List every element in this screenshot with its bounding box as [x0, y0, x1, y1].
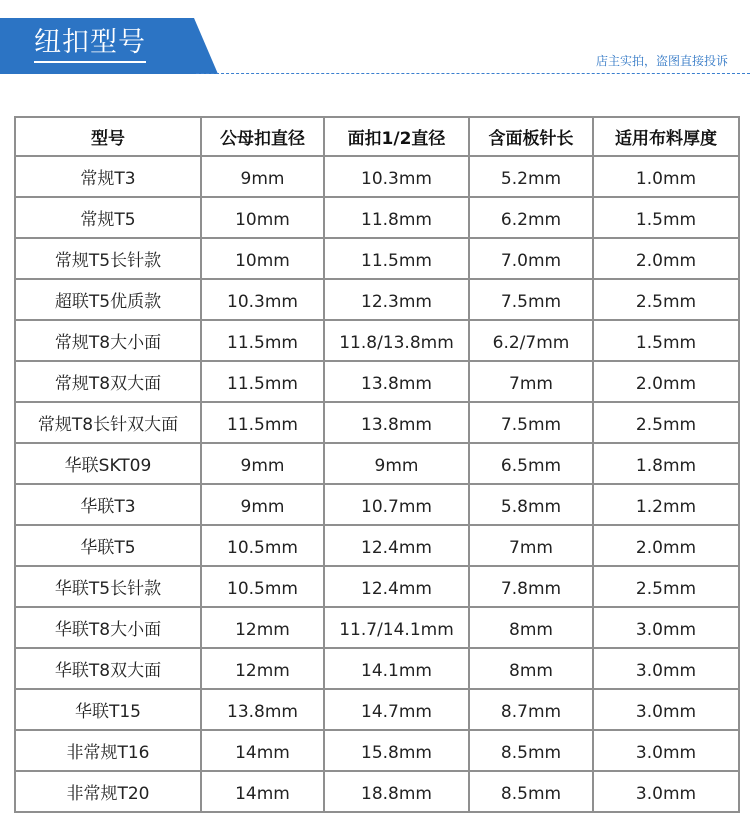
model-cell: 常规T8大小面 [15, 320, 201, 361]
pin-length-cell: 7mm [469, 361, 593, 402]
snap-diameter-cell: 10mm [201, 238, 324, 279]
model-cell: 常规T8双大面 [15, 361, 201, 402]
fabric-thickness-cell: 2.0mm [593, 361, 739, 402]
fabric-thickness-cell: 1.8mm [593, 443, 739, 484]
pin-length-cell: 7.5mm [469, 402, 593, 443]
snap-diameter-cell: 11.5mm [201, 402, 324, 443]
table-row [15, 689, 739, 730]
table-body [15, 156, 739, 812]
fabric-thickness-cell: 2.0mm [593, 525, 739, 566]
pin-length-cell: 7mm [469, 525, 593, 566]
cap-diameter-cell: 10.3mm [324, 156, 469, 197]
snap-diameter-cell: 10.3mm [201, 279, 324, 320]
fabric-thickness-cell: 1.2mm [593, 484, 739, 525]
snap-diameter-cell: 9mm [201, 443, 324, 484]
cap-diameter-cell: 12.3mm [324, 279, 469, 320]
table-row [15, 730, 739, 771]
model-cell: 华联T8大小面 [15, 607, 201, 648]
cap-diameter-cell: 13.8mm [324, 361, 469, 402]
button-spec-table [14, 116, 740, 813]
fabric-thickness-cell: 2.5mm [593, 566, 739, 607]
snap-diameter-cell: 11.5mm [201, 361, 324, 402]
model-cell: 华联T8双大面 [15, 648, 201, 689]
table-row [15, 607, 739, 648]
fabric-thickness-cell: 1.5mm [593, 320, 739, 361]
snap-diameter-cell: 9mm [201, 484, 324, 525]
fabric-thickness-cell: 1.0mm [593, 156, 739, 197]
snap-diameter-cell: 14mm [201, 730, 324, 771]
model-cell: 超联T5优质款 [15, 279, 201, 320]
table-row [15, 197, 739, 238]
table-row [15, 648, 739, 689]
column-header-fabric-thickness: 适用布料厚度 [593, 117, 739, 156]
snap-diameter-cell: 11.5mm [201, 320, 324, 361]
cap-diameter-cell: 11.5mm [324, 238, 469, 279]
cap-diameter-cell: 11.8/13.8mm [324, 320, 469, 361]
model-cell: 华联T15 [15, 689, 201, 730]
copyright-notice: 店主实拍，盗图直接投诉 [595, 54, 728, 68]
snap-diameter-cell: 9mm [201, 156, 324, 197]
table-row [15, 279, 739, 320]
table-row [15, 771, 739, 812]
table-header-row [15, 117, 739, 156]
pin-length-cell: 6.2mm [469, 197, 593, 238]
snap-diameter-cell: 10.5mm [201, 566, 324, 607]
column-header-model: 型号 [15, 117, 201, 156]
table-row [15, 443, 739, 484]
model-cell: 华联T3 [15, 484, 201, 525]
column-header-cap-diameter: 面扣1/2直径 [324, 117, 469, 156]
table-row [15, 525, 739, 566]
model-cell: 常规T3 [15, 156, 201, 197]
table-row [15, 238, 739, 279]
pin-length-cell: 8mm [469, 607, 593, 648]
cap-diameter-cell: 12.4mm [324, 525, 469, 566]
cap-diameter-cell: 11.7/14.1mm [324, 607, 469, 648]
fabric-thickness-cell: 3.0mm [593, 689, 739, 730]
cap-diameter-cell: 13.8mm [324, 402, 469, 443]
model-cell: 华联SKT09 [15, 443, 201, 484]
column-header-pin-length: 含面板针长 [469, 117, 593, 156]
pin-length-cell: 8.5mm [469, 730, 593, 771]
table-row [15, 361, 739, 402]
model-cell: 华联T5 [15, 525, 201, 566]
fabric-thickness-cell: 2.5mm [593, 402, 739, 443]
page-title: 纽扣型号 [34, 27, 146, 63]
snap-diameter-cell: 13.8mm [201, 689, 324, 730]
snap-diameter-cell: 14mm [201, 771, 324, 812]
table-row [15, 320, 739, 361]
table-row [15, 156, 739, 197]
fabric-thickness-cell: 2.0mm [593, 238, 739, 279]
cap-diameter-cell: 10.7mm [324, 484, 469, 525]
snap-diameter-cell: 10mm [201, 197, 324, 238]
pin-length-cell: 6.2/7mm [469, 320, 593, 361]
model-cell: 常规T8长针双大面 [15, 402, 201, 443]
snap-diameter-cell: 12mm [201, 607, 324, 648]
fabric-thickness-cell: 3.0mm [593, 648, 739, 689]
cap-diameter-cell: 18.8mm [324, 771, 469, 812]
model-cell: 非常规T20 [15, 771, 201, 812]
pin-length-cell: 7.0mm [469, 238, 593, 279]
pin-length-cell: 5.8mm [469, 484, 593, 525]
cap-diameter-cell: 11.8mm [324, 197, 469, 238]
column-header-snap-diameter: 公母扣直径 [201, 117, 324, 156]
table-row [15, 566, 739, 607]
snap-diameter-cell: 10.5mm [201, 525, 324, 566]
fabric-thickness-cell: 1.5mm [593, 197, 739, 238]
table-row [15, 484, 739, 525]
pin-length-cell: 8.5mm [469, 771, 593, 812]
fabric-thickness-cell: 2.5mm [593, 279, 739, 320]
fabric-thickness-cell: 3.0mm [593, 771, 739, 812]
pin-length-cell: 7.5mm [469, 279, 593, 320]
cap-diameter-cell: 14.1mm [324, 648, 469, 689]
cap-diameter-cell: 14.7mm [324, 689, 469, 730]
model-cell: 常规T5长针款 [15, 238, 201, 279]
pin-length-cell: 5.2mm [469, 156, 593, 197]
table-row [15, 402, 739, 443]
model-cell: 华联T5长针款 [15, 566, 201, 607]
cap-diameter-cell: 12.4mm [324, 566, 469, 607]
pin-length-cell: 8.7mm [469, 689, 593, 730]
fabric-thickness-cell: 3.0mm [593, 730, 739, 771]
pin-length-cell: 6.5mm [469, 443, 593, 484]
pin-length-cell: 7.8mm [469, 566, 593, 607]
model-cell: 常规T5 [15, 197, 201, 238]
fabric-thickness-cell: 3.0mm [593, 607, 739, 648]
snap-diameter-cell: 12mm [201, 648, 324, 689]
header-divider [196, 73, 750, 74]
pin-length-cell: 8mm [469, 648, 593, 689]
cap-diameter-cell: 9mm [324, 443, 469, 484]
model-cell: 非常规T16 [15, 730, 201, 771]
cap-diameter-cell: 15.8mm [324, 730, 469, 771]
